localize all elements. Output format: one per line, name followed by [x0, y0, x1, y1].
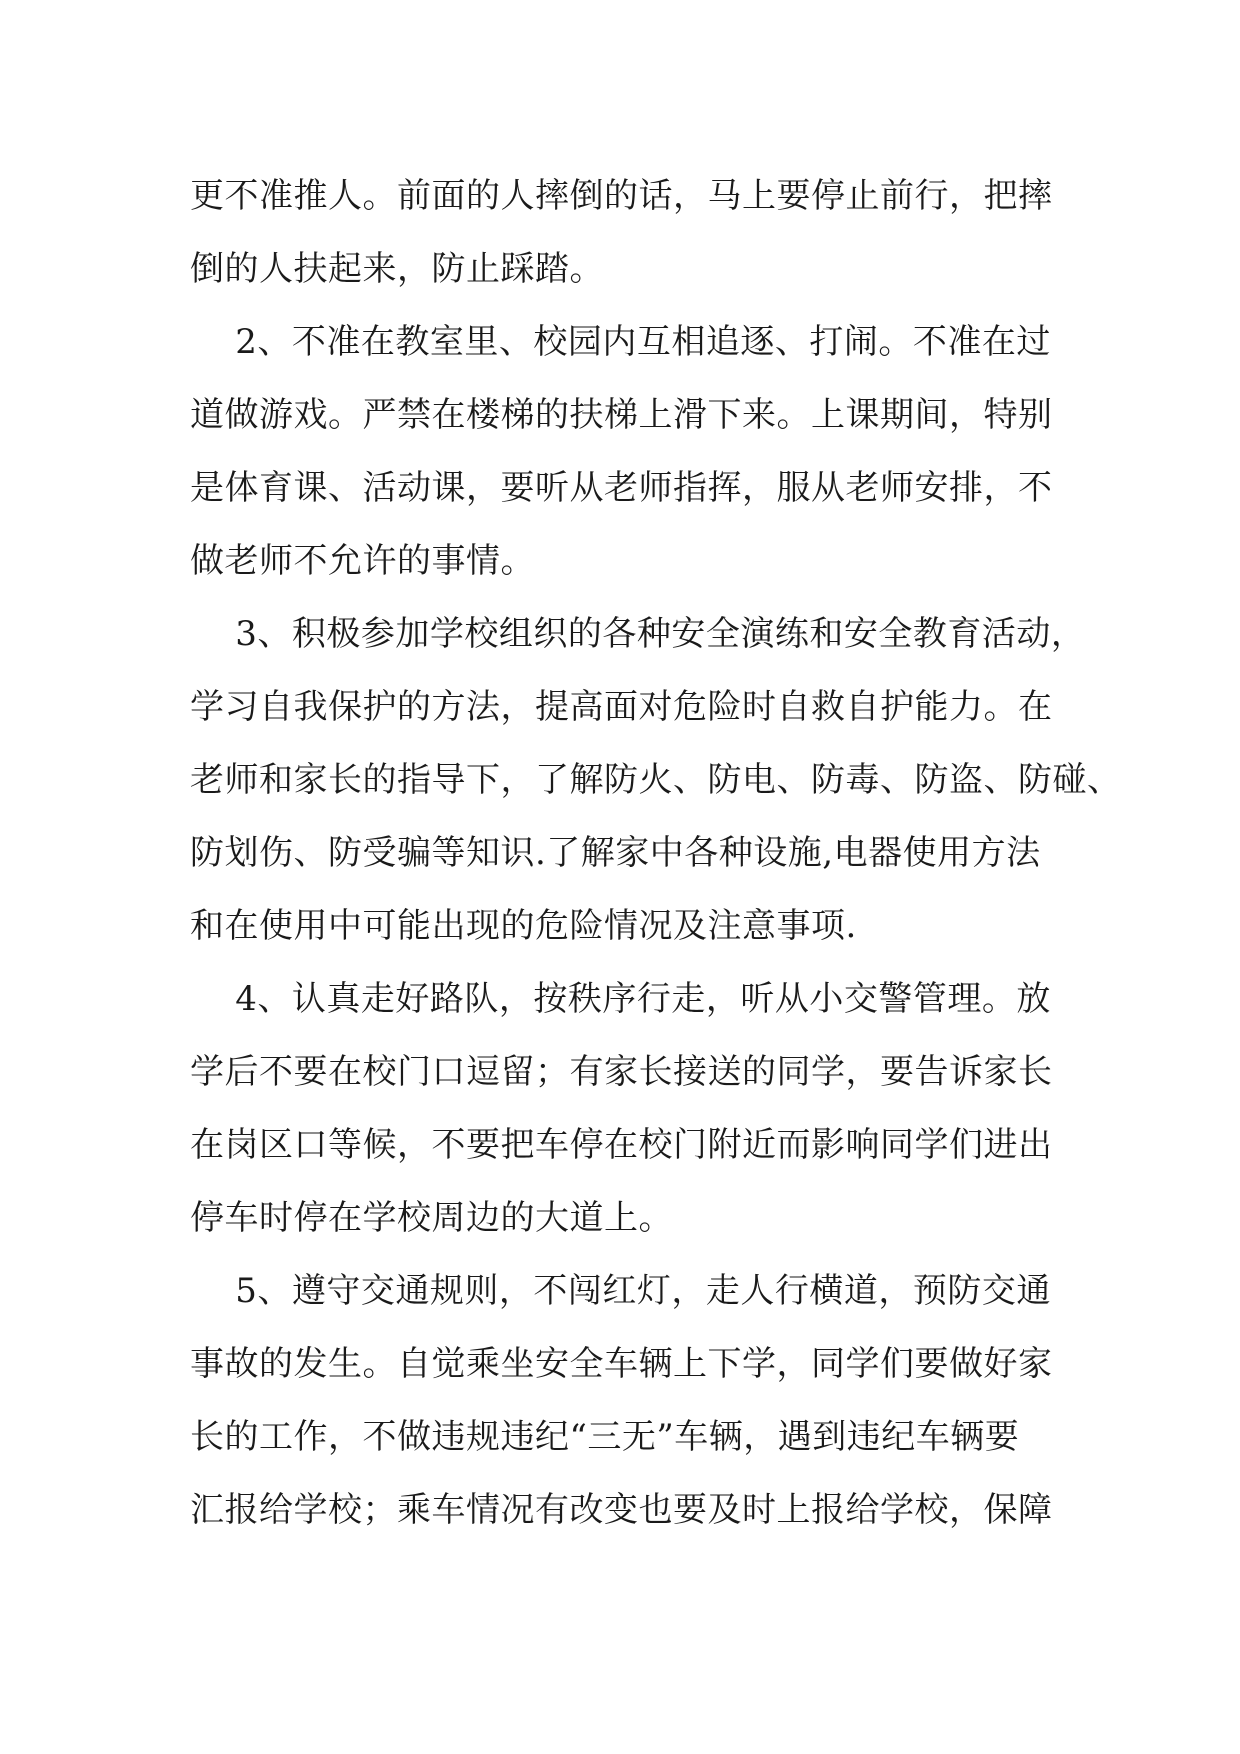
- text-line: 在岗区口等候，不要把车停在校门附近而影响同学们进出: [190, 1125, 1053, 1165]
- text-line: 学后不要在校门口逗留；有家长接送的同学，要告诉家长: [190, 1052, 1053, 1092]
- text-line: 长的工作，不做违规违纪“三无”车辆，遇到违纪车辆要: [190, 1417, 1020, 1457]
- text-line: 道做游戏。严禁在楼梯的扶梯上滑下来。上课期间，特别: [190, 395, 1053, 435]
- text-line: 3、积极参加学校组织的各种安全演练和安全教育活动，: [190, 614, 1086, 654]
- document-body: [190, 160, 1122, 1547]
- text-line: 防划伤、防受骗等知识.了解家中各种设施,电器使用方法: [190, 833, 1041, 873]
- text-line: 老师和家长的指导下，了解防火、防电、防毒、防盗、防碰、: [190, 760, 1122, 800]
- text-line: 做老师不允许的事情。: [190, 541, 535, 581]
- text-line: 2、不准在教室里、校园内互相追逐、打闹。不准在过: [190, 322, 1051, 362]
- text-line: 学习自我保护的方法，提高面对危险时自救自护能力。在: [190, 687, 1053, 727]
- text-line: 更不准推人。前面的人摔倒的话，马上要停止前行，把摔: [190, 176, 1053, 216]
- text-line: 停车时停在学校周边的大道上。: [190, 1198, 673, 1238]
- text-line: 汇报给学校；乘车情况有改变也要及时上报给学校，保障: [190, 1490, 1053, 1530]
- text-line: 5、遵守交通规则，不闯红灯，走人行横道，预防交通: [190, 1271, 1051, 1311]
- text-line: 是体育课、活动课，要听从老师指挥，服从老师安排，不: [190, 468, 1053, 508]
- text-line: 事故的发生。自觉乘坐安全车辆上下学，同学们要做好家: [190, 1344, 1053, 1384]
- text-line: 4、认真走好路队，按秩序行走，听从小交警管理。放: [190, 979, 1051, 1019]
- text-line: 倒的人扶起来，防止踩踏。: [190, 249, 604, 289]
- text-line: 和在使用中可能出现的危险情况及注意事项.: [190, 906, 857, 946]
